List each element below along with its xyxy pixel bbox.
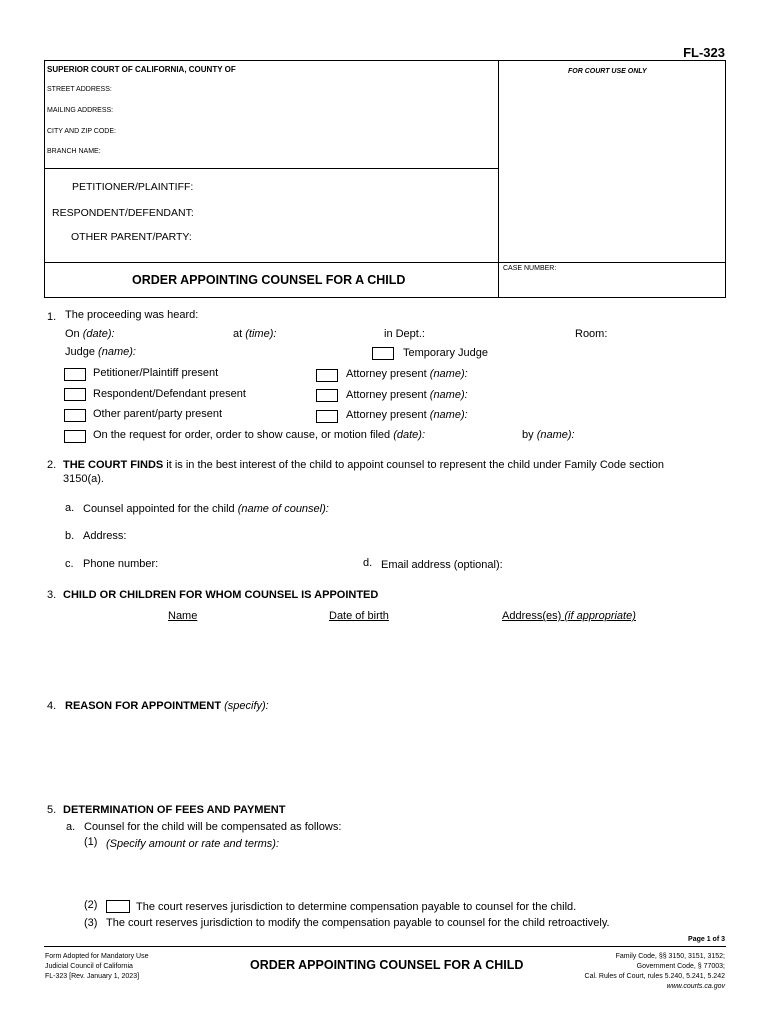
request-by-field[interactable] xyxy=(578,429,718,443)
s2-text-line-1 xyxy=(63,459,664,471)
address-text: Address(es) xyxy=(502,610,562,622)
street-address-field[interactable] xyxy=(140,84,490,98)
s2-text-line-2: 3150(a). xyxy=(63,473,104,485)
attorney-text: Attorney present xyxy=(346,368,427,380)
s2b-letter: b. xyxy=(65,530,75,542)
city-zip-field[interactable] xyxy=(140,126,490,140)
citation-line-3: Cal. Rules of Court, rules 5.240, 5.241, 5.242 xyxy=(584,973,725,980)
reason-italic: (specify): xyxy=(224,700,269,712)
judge-text: Judge xyxy=(65,346,95,358)
page-number: Page 1 of 3 xyxy=(688,936,725,943)
header-top-border xyxy=(44,60,726,61)
date-italic: (date): xyxy=(82,328,115,340)
judge-label xyxy=(65,346,136,358)
room-label: Room: xyxy=(575,328,608,340)
counsel-name-italic: (name of counsel): xyxy=(237,503,329,515)
room-field[interactable] xyxy=(610,327,720,341)
col-dob-header: Date of birth xyxy=(329,610,389,622)
s2d-label: Email address (optional): xyxy=(381,559,503,571)
petitioner-field[interactable] xyxy=(200,180,490,194)
s5-heading: DETERMINATION OF FEES AND PAYMENT xyxy=(63,804,286,816)
attorney-name-field-3[interactable] xyxy=(478,408,718,422)
attorney-present-label-1 xyxy=(346,368,468,380)
temporary-judge-label: Temporary Judge xyxy=(403,347,488,359)
s3-heading: CHILD OR CHILDREN FOR WHOM COUNSEL IS APPOINTED xyxy=(63,589,379,601)
s4-number: 4. xyxy=(47,700,57,712)
attorney-present-checkbox-3[interactable] xyxy=(316,410,338,423)
adopted-line-3: FL-323 [Rev. January 1, 2023] xyxy=(45,973,140,980)
s2a-letter: a. xyxy=(65,502,75,514)
s1-number: 1. xyxy=(47,311,57,323)
header-bottom-border xyxy=(44,297,726,298)
branch-name-label: BRANCH NAME: xyxy=(47,148,101,155)
counsel-phone-field[interactable] xyxy=(165,557,355,571)
compensation-terms-field[interactable] xyxy=(106,852,718,896)
header-line-1 xyxy=(44,168,498,169)
counsel-address-field[interactable] xyxy=(132,529,718,543)
respondent-present-checkbox[interactable] xyxy=(64,388,86,401)
court-finds-text: it is in the best interest of the child to appoint counsel to represent the child under Family Code section xyxy=(166,459,665,471)
respondent-field[interactable] xyxy=(200,206,490,220)
request-date-field[interactable] xyxy=(438,429,516,443)
attorney-name-field-2[interactable] xyxy=(478,388,718,402)
at-label: at xyxy=(233,328,243,340)
s5a2-number: (2) xyxy=(84,899,98,911)
counsel-appointed-text: Counsel appointed for the child xyxy=(83,503,235,515)
s5a1-number: (1) xyxy=(84,836,98,848)
children-list-field[interactable] xyxy=(63,628,718,688)
court-title: SUPERIOR COURT OF CALIFORNIA, COUNTY OF xyxy=(47,65,236,74)
counsel-name-field[interactable] xyxy=(340,502,718,516)
s5a2-label: The court reserves jurisdiction to determine compensation payable to counsel for the child. xyxy=(136,901,577,913)
s2c-label: Phone number: xyxy=(83,558,159,570)
s2a-label xyxy=(83,503,329,515)
s2b-label: Address: xyxy=(83,530,127,542)
attorney-present-label-3 xyxy=(346,409,468,421)
footer-rule xyxy=(44,946,726,947)
request-filed-label xyxy=(93,429,425,441)
attorney-italic: (name): xyxy=(429,409,468,421)
temporary-judge-checkbox[interactable] xyxy=(372,347,394,360)
attorney-present-checkbox-1[interactable] xyxy=(316,369,338,382)
form-title: ORDER APPOINTING COUNSEL FOR A CHILD xyxy=(132,273,406,287)
address-italic: (if appropriate) xyxy=(564,610,636,622)
dept-label: in Dept.: xyxy=(384,328,425,340)
petitioner-label: PETITIONER/PLAINTIFF: xyxy=(72,181,194,193)
s5a-label: Counsel for the child will be compensated as follows: xyxy=(84,821,342,833)
citation-line-2: Government Code, § 77003; xyxy=(636,963,725,970)
on-label: On xyxy=(65,328,80,340)
city-zip-label: CITY AND ZIP CODE: xyxy=(47,128,116,135)
by-italic: (name): xyxy=(536,429,575,441)
other-parent-field[interactable] xyxy=(200,230,490,244)
mailing-address-field[interactable] xyxy=(140,105,490,119)
hearing-time-label xyxy=(233,328,276,340)
other-party-present-checkbox[interactable] xyxy=(64,409,86,422)
hearing-date-label xyxy=(65,328,115,340)
attorney-present-label-2 xyxy=(346,389,468,401)
judge-italic: (name): xyxy=(98,346,136,358)
hearing-time-field[interactable] xyxy=(282,327,377,341)
by-text: by xyxy=(522,429,534,441)
s4-heading xyxy=(65,700,269,712)
citation-line-1: Family Code, §§ 3150, 3151, 3152; xyxy=(615,953,725,960)
judge-name-field[interactable] xyxy=(142,345,367,359)
s5a1-label: (Specify amount or rate and terms): xyxy=(106,838,280,850)
footer-title: ORDER APPOINTING COUNSEL FOR A CHILD xyxy=(250,958,524,972)
dept-field[interactable] xyxy=(430,327,565,341)
s2c-letter: c. xyxy=(65,558,74,570)
counsel-email-field[interactable] xyxy=(510,558,718,572)
street-address-label: STREET ADDRESS: xyxy=(47,86,112,93)
request-by-label xyxy=(522,429,575,441)
case-number-field[interactable] xyxy=(503,276,718,292)
attorney-present-checkbox-2[interactable] xyxy=(316,389,338,402)
s5-number: 5. xyxy=(47,804,57,816)
s2d-letter: d. xyxy=(363,557,373,569)
request-date-italic: (date): xyxy=(393,429,426,441)
respondent-label: RESPONDENT/DEFENDANT: xyxy=(52,207,194,219)
adopted-line-2: Judicial Council of California xyxy=(45,963,133,970)
s5a3-number: (3) xyxy=(84,917,98,929)
respondent-present-label: Respondent/Defendant present xyxy=(93,388,246,400)
attorney-name-field-1[interactable] xyxy=(478,367,718,381)
request-text: On the request for order, order to show cause, or motion filed xyxy=(93,429,391,441)
court-finds-label: THE COURT FINDS xyxy=(63,459,164,471)
attorney-italic: (name): xyxy=(429,368,468,380)
petitioner-present-checkbox[interactable] xyxy=(64,368,86,381)
other-party-present-label: Other parent/party present xyxy=(93,408,223,420)
reason-field[interactable] xyxy=(63,716,718,794)
reserve-jurisdiction-checkbox[interactable] xyxy=(106,900,130,913)
courts-website-link[interactable]: www.courts.ca.gov xyxy=(666,983,725,990)
request-filed-checkbox[interactable] xyxy=(64,430,86,443)
s1-heading: The proceeding was heard: xyxy=(65,309,199,321)
court-use-label: FOR COURT USE ONLY xyxy=(568,68,647,75)
reason-label: REASON FOR APPOINTMENT xyxy=(65,700,222,712)
hearing-date-field[interactable] xyxy=(125,327,225,341)
s2-number: 2. xyxy=(47,459,57,471)
attorney-italic: (name): xyxy=(429,389,468,401)
s5a-letter: a. xyxy=(66,821,76,833)
attorney-text: Attorney present xyxy=(346,389,427,401)
col-name-header: Name xyxy=(168,610,198,622)
attorney-text: Attorney present xyxy=(346,409,427,421)
mailing-address-label: MAILING ADDRESS: xyxy=(47,107,114,114)
case-number-label: CASE NUMBER: xyxy=(503,265,557,272)
col-address-header xyxy=(502,610,636,622)
s5a3-label: The court reserves jurisdiction to modify the compensation payable to counsel for the child retroactively. xyxy=(106,917,610,929)
adopted-line-1: Form Adopted for Mandatory Use xyxy=(45,953,149,960)
header-line-2 xyxy=(44,262,726,263)
other-parent-label: OTHER PARENT/PARTY: xyxy=(71,231,192,243)
s3-number: 3. xyxy=(47,589,57,601)
branch-name-field[interactable] xyxy=(140,146,490,160)
form-number: FL-323 xyxy=(683,45,725,60)
petitioner-present-label: Petitioner/Plaintiff present xyxy=(93,367,219,379)
time-italic: (time): xyxy=(245,328,277,340)
